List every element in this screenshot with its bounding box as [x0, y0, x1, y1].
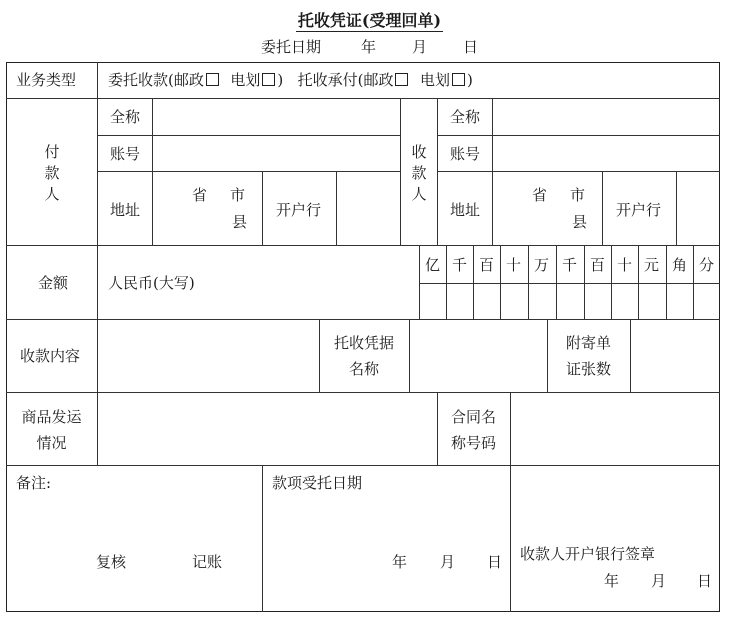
amount-unit-header: 百 [478, 256, 494, 274]
payer-fullname-label: 全称 [110, 108, 141, 126]
received-year-label: 年 [392, 553, 408, 571]
collection-wire-checkbox[interactable] [262, 73, 275, 86]
row-divider [437, 135, 720, 136]
col-divider [437, 98, 438, 245]
seal-month-label: 月 [651, 572, 667, 590]
payee-account-label: 账号 [450, 145, 481, 163]
amount-unit-header: 角 [671, 256, 687, 274]
row-divider [97, 171, 400, 172]
col-divider [547, 319, 548, 392]
row-divider [6, 465, 720, 466]
attached-count-label-1: 附寄单 [565, 334, 611, 352]
col-divider [510, 465, 511, 612]
col-divider [676, 171, 677, 245]
col-divider [510, 392, 511, 465]
amount-unit-header: 千 [451, 256, 467, 274]
payee-label: 收 款 人 [411, 143, 427, 203]
date-day-label: 日 [463, 38, 479, 56]
payee-city-label: 市 [570, 186, 586, 204]
seal-year-label: 年 [604, 572, 620, 590]
payee-province-label: 省 [532, 186, 548, 204]
acceptance-wire-label: 电划 [420, 71, 451, 89]
remarks-label: 备注: [16, 474, 52, 492]
payee-fullname-label: 全称 [450, 108, 481, 126]
collection-content-label: 收款内容 [20, 347, 81, 365]
row-divider [97, 135, 400, 136]
received-month-label: 月 [440, 553, 456, 571]
amount-unit-header: 十 [505, 256, 521, 274]
collection-wire-label: 电划 [230, 71, 261, 89]
payer-bank-label: 开户行 [276, 201, 322, 219]
col-divider [319, 319, 320, 392]
payer-city-label: 市 [230, 186, 246, 204]
business-type-options: 委托收款(邮政 电划 ) 托收承付(邮政 电划 ) [108, 71, 473, 89]
acceptance-mail-checkbox[interactable] [395, 73, 408, 86]
payee-address-label: 地址 [450, 201, 481, 219]
payer-county-label: 县 [232, 213, 248, 231]
shipping-status-label-1: 商品发运 [21, 408, 82, 426]
collection-mail-checkbox[interactable] [206, 73, 219, 86]
row-divider [437, 171, 720, 172]
amount-unit-header: 分 [698, 256, 714, 274]
col-divider [437, 392, 438, 465]
doc-name-label-1: 托收凭据 [333, 334, 394, 352]
entrust-received-date-label: 款项受托日期 [272, 474, 363, 492]
amount-unit-header: 千 [561, 256, 577, 274]
amount-unit-header: 万 [533, 256, 549, 274]
seal-day-label: 日 [697, 572, 713, 590]
voucher-title: 托收凭证(受理回单) [297, 11, 442, 30]
collection-option-label: 委托收款(邮政 [108, 71, 204, 89]
date-year-label: 年 [360, 38, 376, 56]
business-type-label: 业务类型 [16, 71, 77, 89]
row-divider [6, 392, 720, 393]
col-divider [336, 171, 337, 245]
col-divider [152, 98, 153, 245]
payer-province-label: 省 [192, 186, 208, 204]
amount-label: 金额 [38, 274, 69, 292]
acceptance-option-label: 托收承付(邮政 [297, 71, 394, 89]
shipping-status-label-2: 情况 [36, 434, 67, 452]
date-month-label: 月 [412, 38, 428, 56]
entrust-date-line [0, 36, 739, 57]
contract-number-label-1: 合同名 [450, 408, 496, 426]
amount-unit-header: 十 [616, 256, 632, 274]
row-divider [419, 283, 720, 284]
amount-unit-header: 亿 [424, 256, 440, 274]
payee-bank-label: 开户行 [616, 201, 662, 219]
amount-unit-header: 元 [643, 256, 659, 274]
rmb-uppercase-label: 人民币(大写) [108, 274, 195, 292]
payer-label: 付 款 人 [44, 143, 60, 203]
contract-number-label-2: 称号码 [450, 434, 496, 452]
payer-account-label: 账号 [110, 145, 141, 163]
col-divider [630, 319, 631, 392]
row-divider [6, 98, 720, 99]
amount-unit-header: 百 [589, 256, 605, 274]
entrust-date-label: 委托日期 [260, 38, 321, 56]
payee-county-label: 县 [572, 213, 588, 231]
bank-seal-label: 收款人开户银行签章 [520, 545, 656, 563]
col-divider [400, 98, 401, 245]
row-divider [6, 319, 720, 320]
payer-address-label: 地址 [110, 201, 141, 219]
col-divider [409, 319, 410, 392]
received-day-label: 日 [487, 553, 503, 571]
attached-count-label-2: 证张数 [565, 360, 611, 378]
acceptance-wire-checkbox[interactable] [452, 73, 465, 86]
bookkeeping-label: 记账 [192, 553, 223, 571]
review-label: 复核 [96, 553, 127, 571]
col-divider [262, 171, 263, 245]
col-divider [492, 98, 493, 245]
row-divider [6, 245, 720, 246]
col-divider [262, 465, 263, 612]
col-divider [97, 62, 98, 465]
col-divider [602, 171, 603, 245]
doc-name-label-2: 名称 [348, 360, 379, 378]
